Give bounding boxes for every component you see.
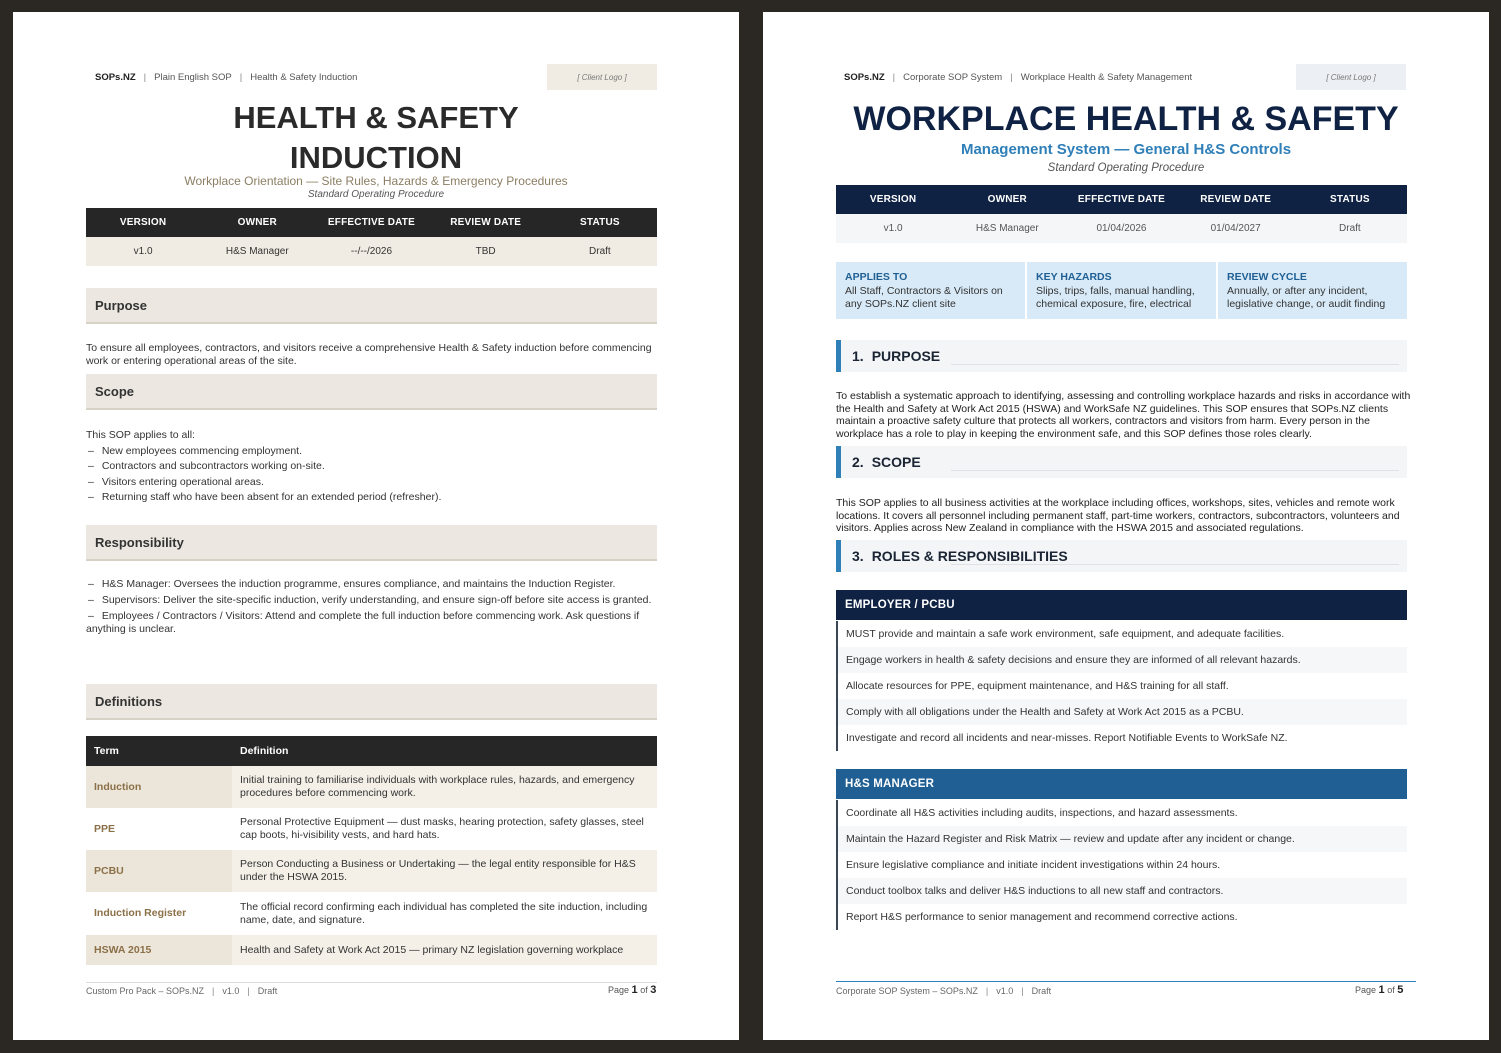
section-heading-definitions: Definitions xyxy=(86,684,657,720)
definition-cell: Personal Protective Equipment — dust masks, hearing protection, safety glasses, steel cap boots, hi-visibility vests, and hard hats. xyxy=(240,816,644,841)
breadcrumb-system: Plain English SOP xyxy=(154,71,232,83)
meta-header: REVIEW DATE xyxy=(429,208,543,237)
document-meta-table xyxy=(836,185,1407,243)
definition-cell: Initial training to familiarise individuals with workplace rules, hazards, and emergency procedures before commencing work. xyxy=(232,766,657,808)
meta-value-version: v1.0 xyxy=(86,237,200,266)
term-cell: PCBU xyxy=(86,850,232,892)
meta-value-status: Draft xyxy=(543,237,657,266)
list-item: Ensure legislative compliance and initiate incident investigations within 24 hours. xyxy=(846,859,1221,871)
list-item: – Returning staff who have been absent for an extended period (refresher). xyxy=(88,491,442,503)
summary-info-row xyxy=(836,262,1407,319)
right-document-page xyxy=(763,12,1489,1040)
definition-cell: Health and Safety at Work Act 2015 — primary NZ legislation governing workplace xyxy=(232,935,657,965)
list-item: Investigate and record all incidents and near-misses. Report Notifiable Events to WorkSafe NZ. xyxy=(846,732,1288,744)
meta-value-version: v1.0 xyxy=(836,214,950,243)
document-meta-table xyxy=(86,208,657,266)
meta-header: REVIEW DATE xyxy=(1179,185,1293,214)
info-review-cycle: REVIEW CYCLE Annually, or after any incident, legislative change, or audit finding xyxy=(1218,262,1407,319)
term-cell: Induction xyxy=(86,766,232,808)
page-number: Page 1 of 5 xyxy=(1355,984,1404,996)
meta-header: OWNER xyxy=(200,208,314,237)
table-row xyxy=(86,808,657,850)
list-item: Engage workers in health & safety decisions and ensure they are informed of all relevant hazards. xyxy=(838,647,1407,673)
hs-manager-responsibilities-list xyxy=(836,800,1407,930)
document-type: Standard Operating Procedure xyxy=(1047,162,1205,174)
list-item: MUST provide and maintain a safe work environment, safe equipment, and adequate facilities. xyxy=(846,628,1285,640)
meta-header: STATUS xyxy=(543,208,657,237)
employer-responsibilities-list xyxy=(836,621,1407,751)
list-item: Coordinate all H&S activities including audits, inspections, and hazard assessments. xyxy=(846,807,1238,819)
term-cell: HSWA 2015 xyxy=(86,935,232,965)
scope-text: This SOP applies to all business activities at the workplace including offices, workshops, sites, vehicles and remote work locations. It covers all personnel including permanent staff, part-time workers, contractors, subcontractors, volunteers and visitors. Applies across New Zealand in compliance with the HSWA 2015 and associated regulations. xyxy=(836,497,1400,535)
info-key-hazards: KEY HAZARDS Slips, trips, falls, manual handling, chemical exposure, fire, electrical xyxy=(1027,262,1218,319)
term-cell: Induction Register xyxy=(94,907,187,919)
list-item: Conduct toolbox talks and deliver H&S inductions to all new staff and contractors. xyxy=(838,878,1407,904)
list-item: Report H&S performance to senior management and recommend corrective actions. xyxy=(846,911,1238,923)
footer-pack: Custom Pro Pack – SOPs.NZ xyxy=(86,986,205,996)
client-logo-placeholder: [ Client Logo ] xyxy=(547,64,657,90)
info-applies-to: APPLIES TO All Staff, Contractors & Visitors on any SOPs.NZ client site xyxy=(836,262,1027,319)
footer-version: v1.0 xyxy=(222,986,240,996)
role-heading-employer: EMPLOYER / PCBU xyxy=(836,590,1407,620)
list-item: – Employees / Contractors / Visitors: Attend and complete the full induction before commencing work. Ask questions if anything is unclear. xyxy=(86,610,640,635)
purpose-text: To ensure all employees, contractors, and visitors receive a comprehensive Health & Safety induction before commencing work or entering operational areas of the site. xyxy=(86,342,652,367)
list-item: – Contractors and subcontractors working on-site. xyxy=(88,460,325,472)
list-item: – Visitors entering operational areas. xyxy=(88,475,264,488)
meta-value-owner: H&S Manager xyxy=(200,237,314,266)
table-row xyxy=(86,766,657,808)
meta-value-status: Draft xyxy=(1293,214,1407,243)
document-subtitle: Management System — General H&S Controls xyxy=(960,141,1292,158)
brand-name: SOPs.NZ xyxy=(844,71,885,83)
definition-cell: Person Conducting a Business or Undertaking — the legal entity responsible for H&S under the HSWA 2015. xyxy=(232,850,657,892)
role-heading-hs-manager: H&S MANAGER xyxy=(836,769,1407,799)
meta-value-effective-date: --/--/2026 xyxy=(314,237,428,266)
meta-header: EFFECTIVE DATE xyxy=(1064,185,1178,214)
page-footer: Corporate SOP System – SOPs.NZ | v1.0 | Draft xyxy=(836,986,1052,996)
brand-name: SOPs.NZ xyxy=(95,71,136,83)
footer-status: Draft xyxy=(1031,986,1052,996)
section-heading-roles: 3. ROLES & RESPONSIBILITIES xyxy=(836,540,1407,572)
breadcrumb-document: Workplace Health & Safety Management xyxy=(1020,71,1193,83)
table-row xyxy=(86,892,657,935)
page-header: SOPs.NZ | Corporate SOP System | Workplace Health & Safety Management [ Client Logo ] xyxy=(844,64,1406,90)
list-item: Maintain the Hazard Register and Risk Matrix — review and update after any incident or change. xyxy=(838,826,1407,852)
table-header-definition: Definition xyxy=(232,736,657,766)
client-logo-placeholder: [ Client Logo ] xyxy=(1296,64,1406,90)
meta-value-review-date: TBD xyxy=(429,237,543,266)
list-item: – H&S Manager: Oversees the induction programme, ensures compliance, and maintains the Induction Register. xyxy=(88,578,616,590)
footer-status: Draft xyxy=(257,986,278,996)
footer-divider xyxy=(86,982,657,983)
responsibility-list xyxy=(86,578,671,639)
section-heading-purpose: 1. PURPOSE xyxy=(836,340,1407,372)
section-heading-scope: Scope xyxy=(86,374,657,410)
scope-intro: This SOP applies to all: xyxy=(86,429,195,441)
document-title: HEALTH & SAFETY INDUCTION xyxy=(233,100,519,175)
scope-content xyxy=(86,428,671,506)
meta-header: EFFECTIVE DATE xyxy=(314,208,428,237)
footer-pack: Corporate SOP System – SOPs.NZ xyxy=(836,986,978,996)
meta-value-owner: H&S Manager xyxy=(950,214,1064,243)
definition-cell: The official record confirming each individual has completed the site induction, including name, date, and signature. xyxy=(240,900,648,926)
list-item: Allocate resources for PPE, equipment maintenance, and H&S training for all staff. xyxy=(846,680,1229,692)
meta-value-effective-date: 01/04/2026 xyxy=(1064,214,1178,243)
term-cell: PPE xyxy=(94,822,116,835)
left-document-page xyxy=(13,12,739,1040)
meta-header: STATUS xyxy=(1293,185,1407,214)
page-number: Page 1 of 3 xyxy=(608,984,657,996)
table-row xyxy=(86,935,657,965)
table-row xyxy=(86,850,657,892)
section-heading-purpose: Purpose xyxy=(86,288,657,324)
document-subtitle: Workplace Orientation — Site Rules, Hazards & Emergency Procedures xyxy=(184,174,568,188)
meta-value-review-date: 01/04/2027 xyxy=(1179,214,1293,243)
document-type: Standard Operating Procedure xyxy=(307,189,445,200)
footer-divider xyxy=(836,981,1416,982)
purpose-text: To establish a systematic approach to identifying, assessing and controlling workplace hazards and risks in accordance with the Health and Safety at Work Act 2015 (HSWA) and WorkSafe NZ guidelines. This SOP ensures that SOPs.NZ clients maintain a proactive safety culture that protects all workers, contractors and visitors from harm. Every person in the workplace has a role to play in keeping the environment safe, and this SOP defines those roles clearly. xyxy=(836,390,1411,441)
page-header: SOPs.NZ | Plain English SOP | Health & Safety Induction [ Client Logo ] xyxy=(95,64,657,90)
meta-header: VERSION xyxy=(836,185,950,214)
breadcrumb-system: Corporate SOP System xyxy=(903,71,1003,83)
breadcrumb-document: Health & Safety Induction xyxy=(250,71,358,83)
footer-version: v1.0 xyxy=(996,986,1014,996)
page-footer: Custom Pro Pack – SOPs.NZ | v1.0 | Draft xyxy=(86,986,278,996)
list-item: – New employees commencing employment. xyxy=(88,444,303,457)
section-heading-scope: 2. SCOPE xyxy=(836,446,1407,478)
list-item: Comply with all obligations under the Health and Safety at Work Act 2015 as a PCBU. xyxy=(838,699,1407,725)
table-header-term: Term xyxy=(86,736,232,766)
definitions-table xyxy=(86,736,657,965)
scope-list xyxy=(86,444,671,506)
list-item: – Supervisors: Deliver the site-specific induction, verify understanding, and ensure sign-off before site access is granted. xyxy=(88,594,652,606)
section-heading-responsibility: Responsibility xyxy=(86,525,657,561)
meta-header: VERSION xyxy=(86,208,200,237)
meta-header: OWNER xyxy=(950,185,1064,214)
document-title: WORKPLACE HEALTH & SAFETY xyxy=(853,100,1399,138)
